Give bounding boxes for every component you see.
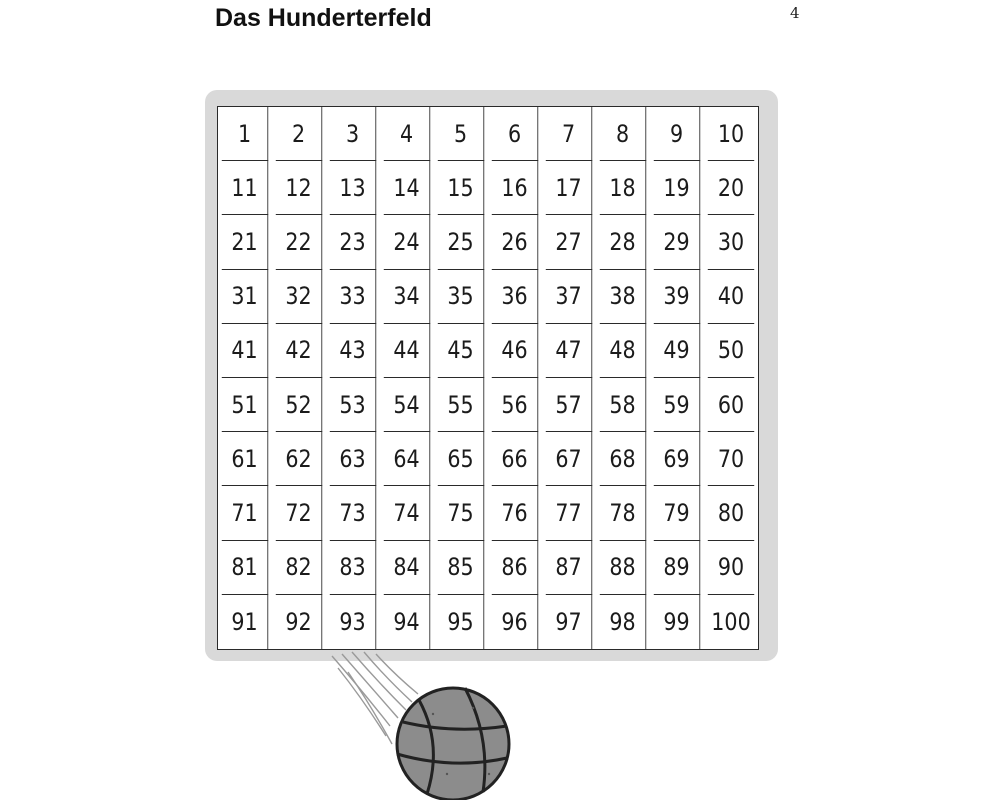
grid-cell: 63 [330,432,376,486]
grid-cell: 59 [654,378,700,432]
grid-cell: 91 [222,595,268,649]
page-number: 4 [790,4,800,22]
grid-cell: 87 [546,541,592,595]
grid-cell: 61 [222,432,268,486]
grid-cell: 69 [654,432,700,486]
grid-cell: 46 [492,324,538,378]
grid-cell: 10 [708,107,754,161]
grid-cell: 95 [438,595,484,649]
grid-cell: 97 [546,595,592,649]
grid-cell: 4 [384,107,430,161]
grid-cell: 16 [492,161,538,215]
grid-cell: 80 [708,486,754,540]
grid-cell: 21 [222,215,268,269]
grid-cell: 100 [711,607,751,636]
grid-cell: 12 [276,161,322,215]
grid-cell: 44 [384,324,430,378]
grid-cell: 32 [276,270,322,324]
grid-cell: 48 [600,324,646,378]
grid-cell: 86 [492,541,538,595]
grid-cell: 6 [492,107,538,161]
grid-cell: 65 [438,432,484,486]
grid-cell: 90 [708,541,754,595]
grid-cell: 67 [546,432,592,486]
grid-cell: 71 [222,486,268,540]
grid-cell: 54 [384,378,430,432]
grid-cell: 5 [438,107,484,161]
grid-cell: 56 [492,378,538,432]
grid-cell: 64 [384,432,430,486]
grid-cell: 50 [708,324,754,378]
grid-cell: 57 [546,378,592,432]
grid-cell: 82 [276,541,322,595]
grid-cell: 39 [654,270,700,324]
basketball-icon [320,648,520,800]
grid-cell: 22 [276,215,322,269]
grid-cell: 84 [384,541,430,595]
grid-cell: 77 [546,486,592,540]
grid-cell: 18 [600,161,646,215]
grid-cell: 30 [708,215,754,269]
grid-cell: 37 [546,270,592,324]
grid-cell: 23 [330,215,376,269]
grid-cell: 53 [330,378,376,432]
grid-cell: 60 [708,378,754,432]
grid-cell: 3 [330,107,376,161]
grid-cell: 7 [546,107,592,161]
grid-cell: 9 [654,107,700,161]
grid-cell: 98 [600,595,646,649]
grid-cell: 96 [492,595,538,649]
grid-cell: 8 [600,107,646,161]
grid-cell: 92 [276,595,322,649]
grid-cell: 25 [438,215,484,269]
grid-cell: 78 [600,486,646,540]
grid-cell: 14 [384,161,430,215]
grid-cell: 35 [438,270,484,324]
basketball [397,688,509,800]
grid-cell: 2 [276,107,322,161]
grid-cell: 47 [546,324,592,378]
grid-cell: 74 [384,486,430,540]
grid-cell: 13 [330,161,376,215]
grid-cell: 11 [222,161,268,215]
grid-cell: 15 [438,161,484,215]
grid-cell: 52 [276,378,322,432]
grid-cell: 88 [600,541,646,595]
grid-cell: 17 [546,161,592,215]
page-title: Das Hunderterfeld [215,4,432,32]
grid-cell: 76 [492,486,538,540]
grid-cell: 41 [222,324,268,378]
grid-cell: 43 [330,324,376,378]
grid-cell: 73 [330,486,376,540]
grid-cell: 45 [438,324,484,378]
grid-cell: 26 [492,215,538,269]
grid-cell: 94 [384,595,430,649]
grid-cell: 58 [600,378,646,432]
grid-cell: 72 [276,486,322,540]
grid-cell: 51 [222,378,268,432]
grid-cell: 1 [222,107,268,161]
grid-cell: 66 [492,432,538,486]
grid-cell: 28 [600,215,646,269]
grid-cell: 29 [654,215,700,269]
grid-cell: 31 [222,270,268,324]
grid-cell: 81 [222,541,268,595]
grid-cell: 85 [438,541,484,595]
grid-cell: 24 [384,215,430,269]
grid-cell: 42 [276,324,322,378]
grid-cell: 49 [654,324,700,378]
hundred-grid [217,106,759,650]
grid-cell: 68 [600,432,646,486]
grid-cell: 62 [276,432,322,486]
grid-cell: 70 [708,432,754,486]
grid-cell: 89 [654,541,700,595]
grid-cell: 19 [654,161,700,215]
grid-cell: 27 [546,215,592,269]
grid-cell: 93 [330,595,376,649]
grid-cell: 34 [384,270,430,324]
grid-cell: 99 [654,595,700,649]
grid-cell: 79 [654,486,700,540]
grid-cell: 38 [600,270,646,324]
grid-cell: 36 [492,270,538,324]
grid-cell: 75 [438,486,484,540]
grid-cell: 55 [438,378,484,432]
grid-cell: 33 [330,270,376,324]
grid-cell: 20 [708,161,754,215]
grid-cell: 40 [708,270,754,324]
grid-cell: 83 [330,541,376,595]
